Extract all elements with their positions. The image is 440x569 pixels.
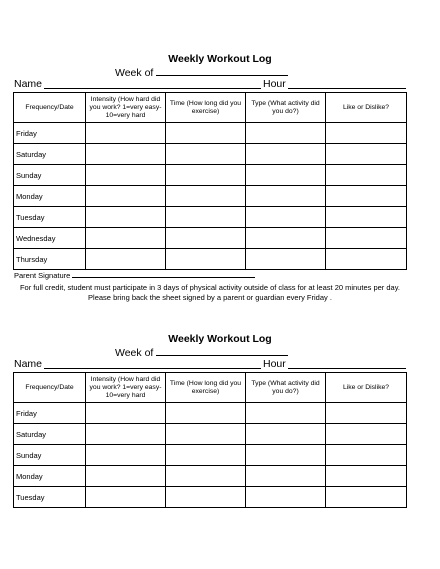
header-intensity: Intensity (How hard did you work? 1=very easy-10=very hard: [86, 373, 166, 403]
log1-table: [13, 92, 407, 270]
intensity-cell[interactable]: [86, 123, 166, 144]
time-cell[interactable]: [166, 123, 246, 144]
log1-title: Weekly Workout Log: [168, 53, 272, 65]
like-cell[interactable]: [326, 144, 407, 165]
like-cell[interactable]: [326, 249, 407, 270]
table-row: [14, 207, 407, 228]
type-cell[interactable]: [246, 487, 326, 508]
time-cell[interactable]: [166, 144, 246, 165]
hour-label: Hour: [263, 358, 286, 370]
table-row: [14, 186, 407, 207]
header-intensity: Intensity (How hard did you work? 1=very easy-10=very hard: [86, 93, 166, 123]
type-cell[interactable]: [246, 466, 326, 487]
table-row: [14, 249, 407, 270]
intensity-cell[interactable]: [86, 466, 166, 487]
intensity-cell[interactable]: [86, 165, 166, 186]
time-cell[interactable]: [166, 228, 246, 249]
intensity-cell[interactable]: [86, 445, 166, 466]
week-of-field[interactable]: [156, 66, 288, 76]
parent-signature-label: Parent Signature: [14, 271, 71, 280]
intensity-cell[interactable]: [86, 228, 166, 249]
table-row: [14, 403, 407, 424]
hour-field[interactable]: [287, 88, 406, 89]
name-label: Name: [14, 358, 43, 370]
intensity-cell[interactable]: [86, 403, 166, 424]
type-cell[interactable]: [246, 165, 326, 186]
like-cell[interactable]: [326, 403, 407, 424]
like-cell[interactable]: [326, 207, 407, 228]
parent-signature-field[interactable]: [72, 270, 255, 278]
header-frequency: Frequency/Date: [14, 93, 86, 123]
table-row: [14, 487, 407, 508]
name-field[interactable]: [44, 88, 270, 89]
log2-title: Weekly Workout Log: [168, 333, 272, 345]
header-frequency: Frequency/Date: [14, 373, 86, 403]
type-cell[interactable]: [246, 123, 326, 144]
time-cell[interactable]: [166, 186, 246, 207]
like-cell[interactable]: [326, 424, 407, 445]
time-cell[interactable]: [166, 249, 246, 270]
like-cell[interactable]: [326, 228, 407, 249]
type-cell[interactable]: [246, 144, 326, 165]
time-cell[interactable]: [166, 403, 246, 424]
table-row: [14, 424, 407, 445]
day-label: Saturday: [14, 424, 86, 445]
log1-name-row: [14, 78, 406, 90]
type-cell[interactable]: [246, 228, 326, 249]
name-label: Name: [14, 78, 43, 90]
intensity-cell[interactable]: [86, 186, 166, 207]
type-cell[interactable]: [246, 207, 326, 228]
week-of-label: Week of: [115, 67, 154, 79]
day-label: Saturday: [14, 144, 86, 165]
type-cell[interactable]: [246, 403, 326, 424]
header-time: Time (How long did you exercise): [166, 373, 246, 403]
hour-label: Hour: [263, 78, 286, 90]
day-label: Tuesday: [14, 207, 86, 228]
day-label: Monday: [14, 186, 86, 207]
type-cell[interactable]: [246, 249, 326, 270]
time-cell[interactable]: [166, 207, 246, 228]
day-label: Wednesday: [14, 228, 86, 249]
intensity-cell[interactable]: [86, 207, 166, 228]
time-cell[interactable]: [166, 165, 246, 186]
type-cell[interactable]: [246, 445, 326, 466]
day-label: Friday: [14, 403, 86, 424]
like-cell[interactable]: [326, 123, 407, 144]
like-cell[interactable]: [326, 165, 407, 186]
table-row: [14, 466, 407, 487]
header-type: Type (What activity did you do?): [246, 373, 326, 403]
log2-name-row: [14, 358, 406, 370]
header-like: Like or Dislike?: [326, 93, 407, 123]
time-cell[interactable]: [166, 487, 246, 508]
type-cell[interactable]: [246, 186, 326, 207]
header-like: Like or Dislike?: [326, 373, 407, 403]
table-row: [14, 228, 407, 249]
parent-signature: [14, 270, 255, 280]
time-cell[interactable]: [166, 466, 246, 487]
day-label: Friday: [14, 123, 86, 144]
like-cell[interactable]: [326, 487, 407, 508]
hour-field[interactable]: [287, 368, 406, 369]
week-of-field[interactable]: [156, 346, 288, 356]
day-label: Thursday: [14, 249, 86, 270]
log2-table: [13, 372, 407, 508]
instructions-note: For full credit, student must participate in 3 days of physical activity outside of class for at least 20 minutes per day. Please bring back the sheet signed by a parent or guardian every Friday .: [19, 283, 401, 302]
time-cell[interactable]: [166, 424, 246, 445]
like-cell[interactable]: [326, 466, 407, 487]
table-row: [14, 445, 407, 466]
day-label: Tuesday: [14, 487, 86, 508]
type-cell[interactable]: [246, 424, 326, 445]
intensity-cell[interactable]: [86, 249, 166, 270]
day-label: Sunday: [14, 165, 86, 186]
table-row: [14, 144, 407, 165]
header-time: Time (How long did you exercise): [166, 93, 246, 123]
table-row: [14, 165, 407, 186]
day-label: Monday: [14, 466, 86, 487]
like-cell[interactable]: [326, 445, 407, 466]
name-field[interactable]: [44, 368, 270, 369]
intensity-cell[interactable]: [86, 144, 166, 165]
header-row: [14, 373, 407, 403]
week-of-label: Week of: [115, 347, 154, 359]
like-cell[interactable]: [326, 186, 407, 207]
table-row: [14, 123, 407, 144]
time-cell[interactable]: [166, 445, 246, 466]
day-label: Sunday: [14, 445, 86, 466]
header-row: [14, 93, 407, 123]
intensity-cell[interactable]: [86, 487, 166, 508]
intensity-cell[interactable]: [86, 424, 166, 445]
header-type: Type (What activity did you do?): [246, 93, 326, 123]
